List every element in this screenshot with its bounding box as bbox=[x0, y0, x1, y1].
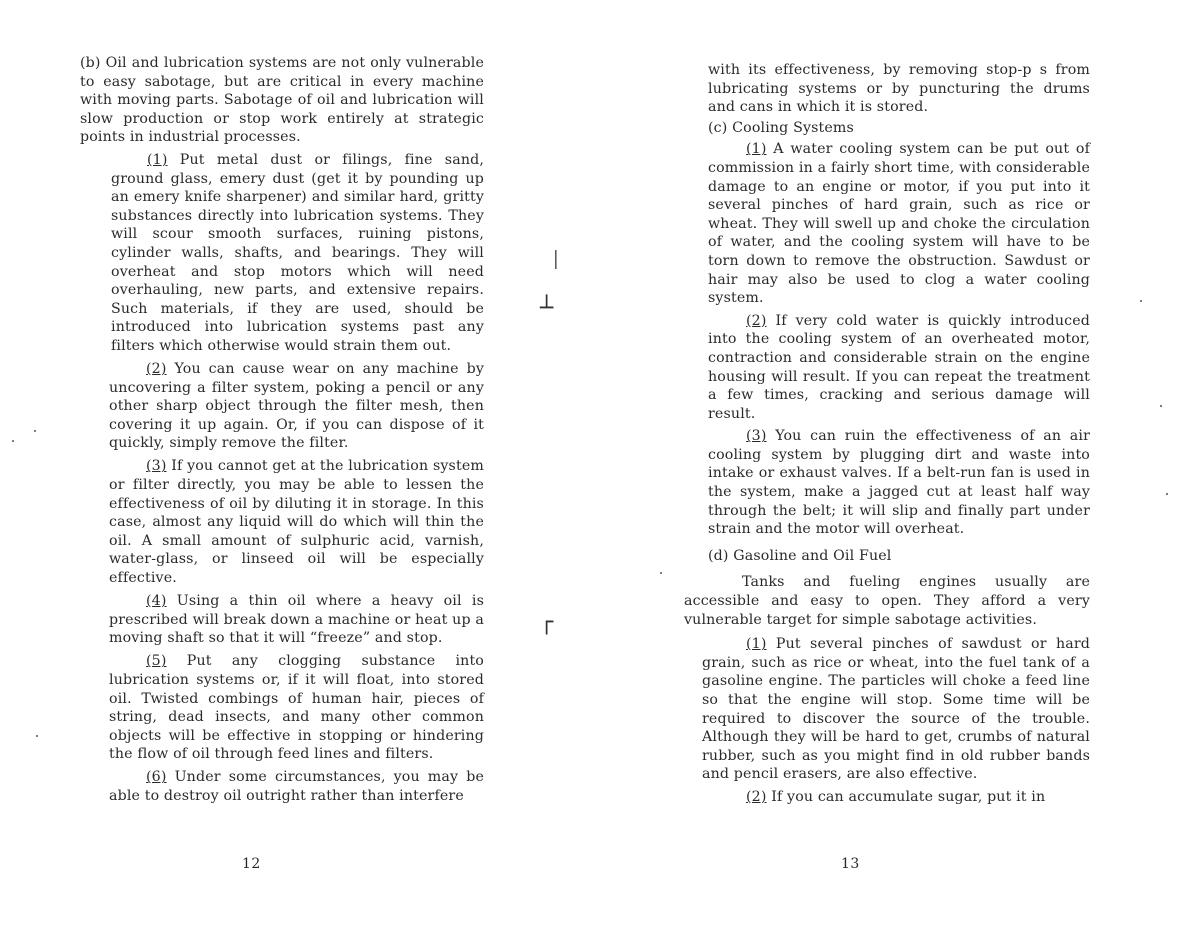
paragraph-b-oil-lubrication: (b) Oil and lubrication systems are not only vulnerable to easy sabotage, but are critical in every machine with moving parts. Sabotage of oil and lubrication will slow production or stop work entirely at strategic points in industrial processes. bbox=[80, 55, 484, 146]
list-item bbox=[708, 427, 1090, 539]
list-item bbox=[708, 788, 1090, 807]
left-page-text bbox=[80, 54, 484, 810]
gutter-mark: │ bbox=[551, 250, 561, 269]
item-number: (1) bbox=[746, 636, 767, 653]
page-number: 13 bbox=[841, 856, 860, 872]
left-page bbox=[0, 0, 560, 941]
gutter-mark: ┴ bbox=[540, 296, 554, 321]
list-item bbox=[109, 457, 484, 587]
item-number: (1) bbox=[147, 151, 168, 168]
item-text: Under some circumstances, you may be able to destroy oil outright rather than interfere bbox=[109, 769, 484, 805]
list-item bbox=[708, 140, 1090, 307]
scan-speck bbox=[12, 440, 14, 442]
right-page-text bbox=[684, 61, 1090, 811]
scan-speck bbox=[1140, 300, 1142, 302]
scan-speck bbox=[660, 572, 662, 574]
list-item bbox=[109, 360, 484, 453]
item-text: You can cause wear on any machine by uncovering a filter system, poking a pencil or any other sharp object through the filter mesh, then covering it up again. Or, if you can dispose of it quickly, simply remove the filter. bbox=[109, 361, 484, 452]
scan-speck bbox=[1166, 493, 1168, 495]
section-d-intro: Tanks and fueling engines usually are accessible and easy to open. They afford a very vulnerable target for simple sabotage activities. bbox=[684, 574, 1090, 628]
list-item bbox=[708, 312, 1090, 424]
gutter-mark: ┌ bbox=[540, 610, 554, 635]
item-number: (4) bbox=[146, 593, 167, 610]
item-text: Using a thin oil where a heavy oil is prescribed will break down a machine or heat up a moving shaft so that it will “freeze” and stop. bbox=[109, 593, 484, 647]
item-text: Put any clogging substance into lubrication systems or, if it will float, into stored oil. Twisted combings of human hair, pieces of string, dead insects, and many other common objects will be effective in stopping or hindering the flow of oil through feed lines and filters. bbox=[109, 653, 484, 763]
list-item bbox=[111, 151, 484, 356]
page-number: 12 bbox=[242, 856, 261, 872]
section-heading-gasoline: (d) Gasoline and Oil Fuel bbox=[708, 547, 892, 564]
item-number: (2) bbox=[746, 312, 767, 329]
list-item bbox=[109, 592, 484, 648]
scan-speck bbox=[1160, 405, 1162, 407]
item-number: (5) bbox=[146, 653, 167, 670]
section-heading-cooling: (c) Cooling Systems bbox=[708, 119, 854, 136]
item-number: (3) bbox=[746, 428, 767, 445]
item-text: If you cannot get at the lubrication system or filter directly, you may be able to lessen the effectiveness of oil by diluting it in storage. In this case, almost any liquid will do which will thin the oil. A small amount of sulphuric acid, varnish, water-glass, or linseed oil will be especially effective. bbox=[109, 458, 484, 587]
scan-speck bbox=[34, 430, 36, 432]
list-item bbox=[109, 768, 484, 805]
item-number: (3) bbox=[146, 458, 167, 475]
item-number: (2) bbox=[146, 361, 167, 377]
continuation-paragraph: with its effectiveness, by removing stop-p s from lubricating systems or by puncturing the drums and cans in which it is stored. bbox=[708, 62, 1090, 116]
list-item bbox=[109, 652, 484, 764]
item-number: (2) bbox=[746, 788, 767, 805]
item-text: If very cold water is quickly introduced into the cooling system of an overheated motor, contraction and considerable strain on the engine housing will result. If you can repeat the treatment a few times, cracking and serious damage will result. bbox=[708, 312, 1090, 422]
list-item bbox=[702, 635, 1090, 784]
item-text: If you can accumulate sugar, put it in bbox=[771, 788, 1046, 805]
item-text: A water cooling system can be put out of commission in a fairly short time, with considerable damage to an engine or motor, if you put into it several pinches of hard grain, such as rice or wheat. They will swell up and choke the circulation of water, and the cooling system will have to be torn down to remove the obstruction. Sawdust or hair may also be used to clog a water cooling system. bbox=[708, 141, 1090, 307]
scan-speck bbox=[36, 735, 38, 737]
item-number: (6) bbox=[146, 769, 167, 786]
right-page bbox=[600, 0, 1200, 941]
item-text: You can ruin the effectiveness of an air cooling system by plugging dirt and waste into intake or exhaust valves. If a belt-run fan is used in the system, make a jagged cut at least half way through the belt; it will slip and finally part under strain and the motor will overheat. bbox=[708, 428, 1090, 538]
item-text: Put several pinches of sawdust or hard grain, such as rice or wheat, into the fuel tank of a gasoline engine. The particles will choke a feed line so that the engine will stop. Some time will be required to discover the source of the trouble. Although they will be hard to get, crumbs of natural rubber, such as you might find in old rubber bands and pencil erasers, are also effective. bbox=[702, 636, 1090, 783]
item-number: (1) bbox=[746, 141, 767, 158]
item-text: Put metal dust or filings, fine sand, ground glass, emery dust (get it by pounding up an emery knife sharpener) and similar hard, gritty substances directly into lubrication systems. They will scour smooth surfaces, ruining pistons, cylinder walls, shafts, and bearings. They will overheat and stop motors which will need overhauling, new parts, and extensive repairs. Such materials, if they are used, should be introduced into lubrication systems past any filters which otherwise would strain them out. bbox=[111, 151, 484, 354]
